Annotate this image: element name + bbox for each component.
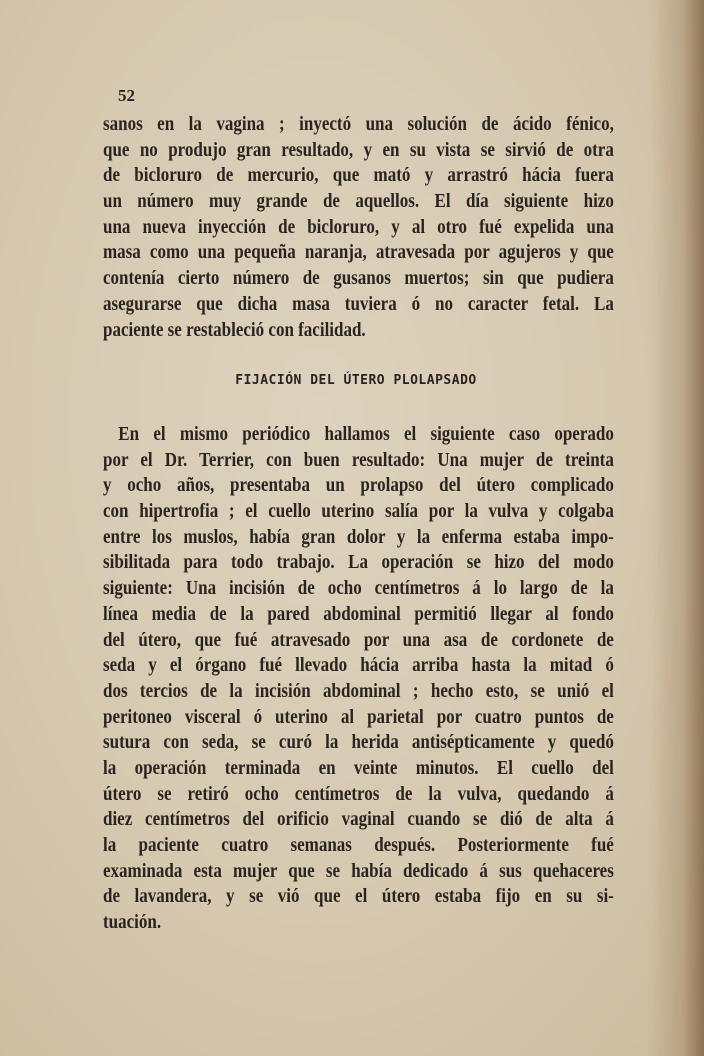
text-line: tuación.	[103, 911, 162, 934]
section-heading: FIJACIÓN DEL ÚTERO PLOLAPSADO	[235, 373, 477, 388]
text-line: de lavandera, y se vió que el útero estaba fijo en su si-	[103, 885, 614, 908]
text-line: peritoneo visceral ó uterino al parietal por cuatro puntos de	[103, 705, 614, 728]
text-line: dos tercios de la incisión abdominal ; hecho esto, se unió el	[103, 679, 614, 702]
text-line: con hipertrofia ; el cuello uterino salía por la vulva y colgaba	[103, 500, 614, 523]
text-line: asegurarse que dicha masa tuviera ó no caracter fetal. La	[103, 292, 614, 315]
text-line: siguiente: Una incisión de ocho centímetros á lo largo de la	[103, 577, 614, 600]
text-line: masa como una pequeña naranja, atravesada por agujeros y que	[103, 241, 614, 264]
text-line: sibilitada para todo trabajo. La operación se hizo del modo	[103, 551, 614, 574]
text-line: sutura con seda, se curó la herida antisépticamente y quedó	[103, 731, 614, 754]
text-line: sanos en la vagina ; inyectó una solución de ácido fénico,	[103, 113, 614, 135]
page-number: 52	[118, 86, 135, 105]
text-line: paciente se restableció con facilidad.	[103, 318, 366, 341]
text-line: entre los muslos, había gran dolor y la enferma estaba impo-	[103, 525, 614, 548]
text-line: útero se retiró ocho centímetros de la vulva, quedando á	[103, 782, 614, 805]
text-line: En el mismo periódico hallamos el siguiente caso operado	[118, 423, 614, 445]
text-line: la operación terminada en veinte minutos. El cuello del	[103, 756, 614, 779]
text-line: de bicloruro de mercurio, que mató y arrastró hácia fuera	[103, 164, 614, 187]
text-line: y ocho años, presentaba un prolapso del útero complicado	[103, 474, 614, 497]
text-line: un número muy grande de aquellos. El día siguiente hizo	[103, 190, 614, 213]
text-line: diez centímetros del orificio vaginal cuando se dió de alta á	[103, 808, 614, 831]
text-line: del útero, que fué atravesado por una asa de cordonete de	[103, 628, 614, 651]
text-line: línea media de la pared abdominal permitió llegar al fondo	[103, 602, 614, 625]
text-line: contenía cierto número de gusanos muertos; sin que pudiera	[103, 267, 614, 290]
text-line: la paciente cuatro semanas después. Posteriormente fué	[103, 834, 614, 856]
text-line: seda y el órgano fué llevado hácia arriba hasta la mitad ó	[103, 654, 614, 677]
text-line: examinada esta mujer que se había dedicado á sus quehaceres	[103, 859, 614, 882]
paragraph-1	[103, 112, 614, 343]
text-line: por el Dr. Terrier, con buen resultado: Una mujer de treinta	[103, 448, 614, 471]
text-line: una nueva inyección de bicloruro, y al otro fué expelida una	[103, 215, 614, 238]
text-line: que no produjo gran resultado, y en su vista se sirvió de otra	[103, 138, 614, 161]
paragraph-2	[103, 422, 614, 936]
